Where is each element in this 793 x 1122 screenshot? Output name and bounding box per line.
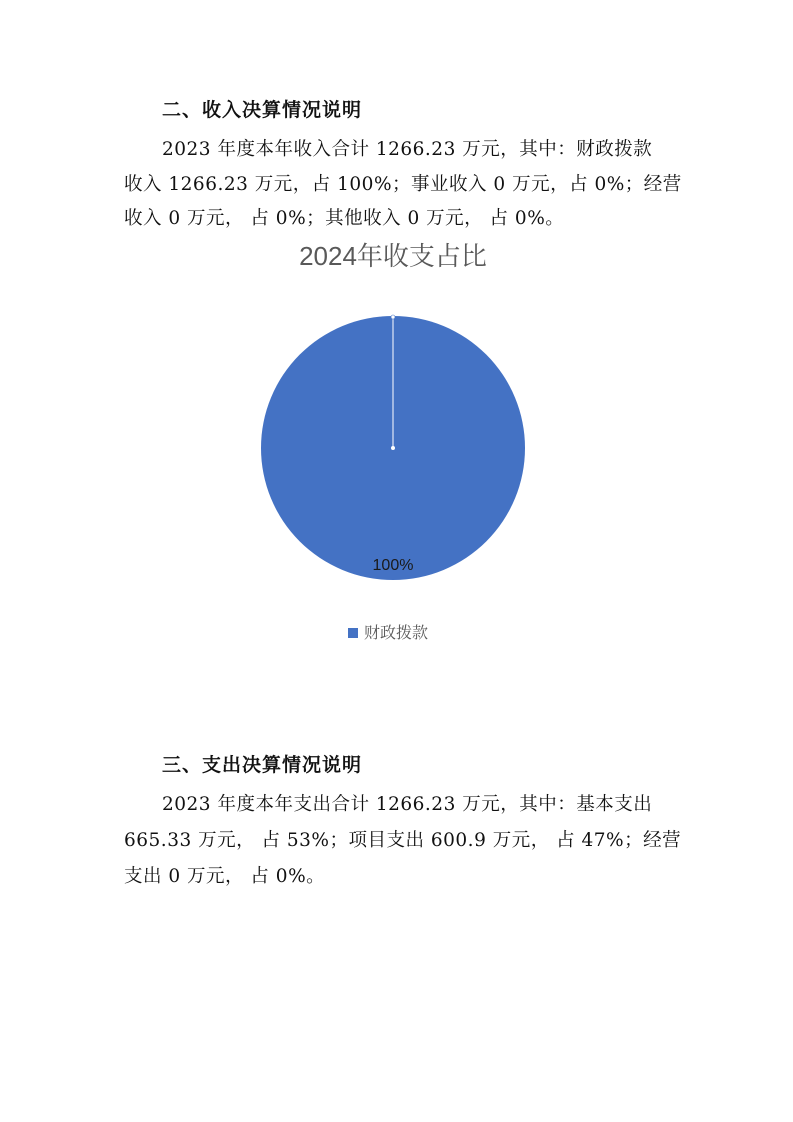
legend-swatch-0	[348, 628, 358, 638]
income-paragraph-line-3: 收入 0 万元， 占 0%；其他收入 0 万元， 占 0%。	[124, 208, 565, 229]
pie-chart-svg	[0, 228, 793, 668]
expense-paragraph-line-2: 665.33 万元， 占 53%；项目支出 600.9 万元， 占 47%；经营	[124, 830, 682, 851]
pie-data-label-0: 100%	[372, 557, 414, 574]
expense-paragraph-line-3: 支出 0 万元， 占 0%。	[124, 866, 326, 887]
expense-section-heading: 三、支出决算情况说明	[162, 754, 363, 776]
pie-edge-dot-top	[391, 315, 395, 319]
pie-chart	[0, 228, 793, 668]
expense-paragraph-line-1: 2023 年度本年支出合计 1266.23 万元，其中：基本支出	[162, 794, 653, 815]
chart-title: 2024年收支占比	[299, 241, 487, 271]
income-section-heading: 二、收入决算情况说明	[162, 99, 363, 121]
income-paragraph-line-2: 收入 1266.23 万元，占 100%；事业收入 0 万元，占 0%；经营	[124, 174, 682, 195]
legend-label-0: 财政拨款	[364, 623, 429, 642]
pie-center-dot	[391, 446, 395, 450]
income-paragraph-line-1: 2023 年度本年收入合计 1266.23 万元，其中：财政拨款	[162, 139, 653, 160]
